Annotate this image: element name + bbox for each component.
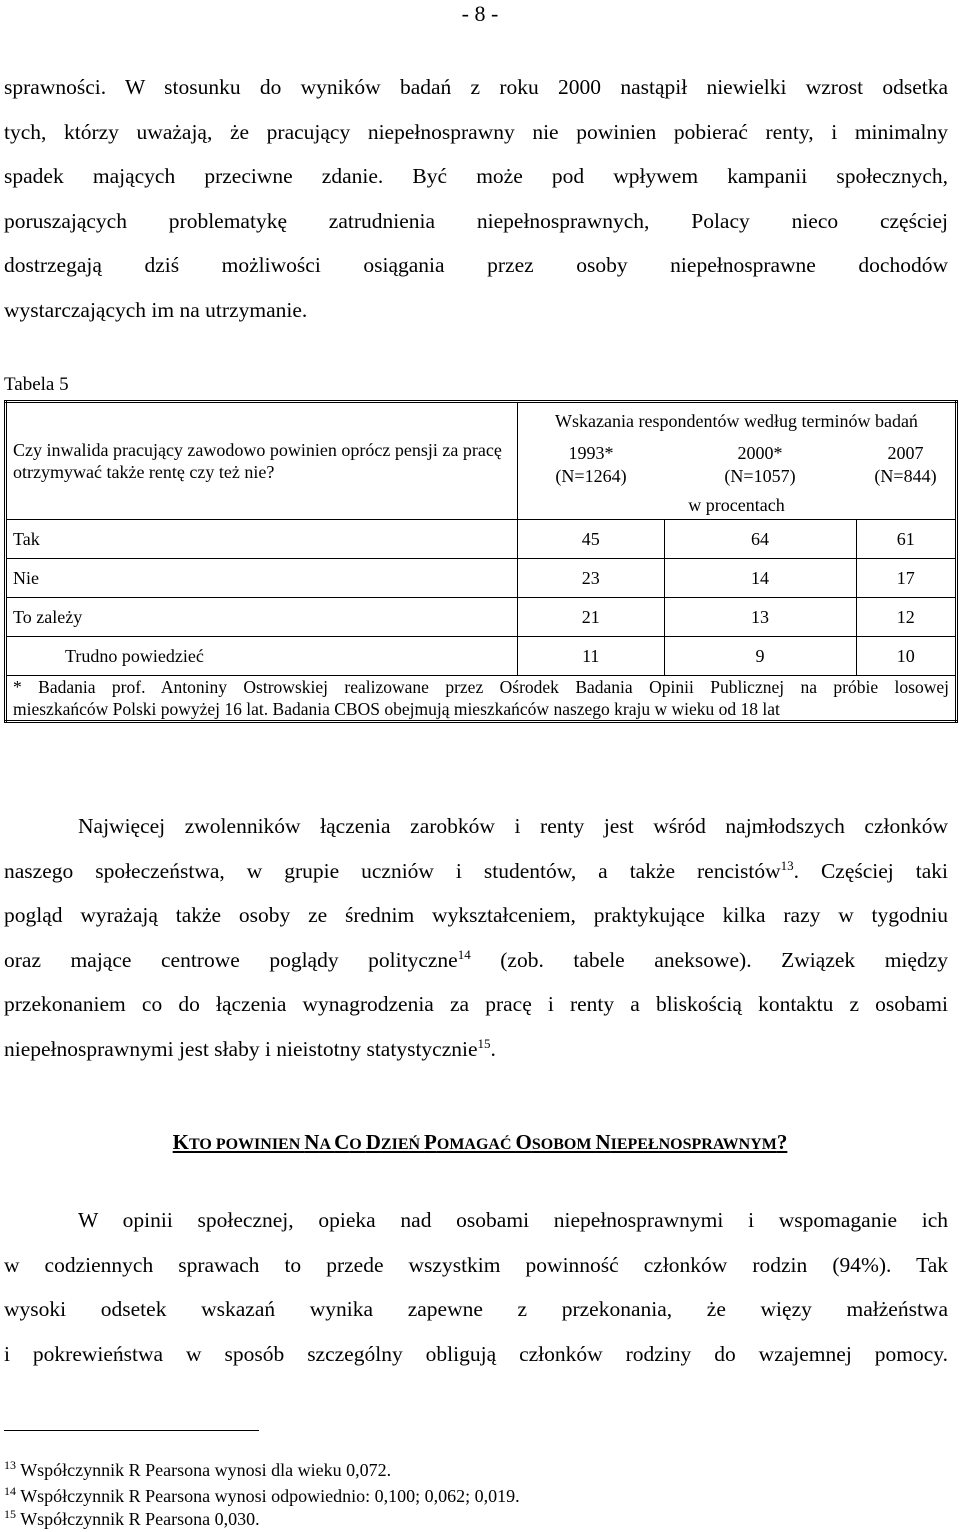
footnote-ref: 13 [780, 857, 794, 873]
text-line: sprawności. W stosunku do wyników badań z roku 2000 nastąpił niewielki wzrost odsetka [4, 75, 948, 99]
heading-fragment: ? [776, 1130, 788, 1154]
table-cell: 45 [518, 520, 665, 559]
survey-table [4, 400, 958, 723]
text-line: W opinii społecznej, opieka nad osobami niepełnosprawnymi i wspomaganie ich [78, 1208, 948, 1232]
text-line: oraz mające centrowe poglądy polityczne$^{14}$ (zob. tabele aneksowe). Związek między [4, 946, 948, 972]
table-cell: 61 [856, 520, 957, 559]
heading-fragment: OMAGAĆ [436, 1136, 516, 1153]
text-line: niepełnosprawnymi jest słaby i nieistotny statystycznie$^{15}$. [4, 1035, 496, 1061]
table-cell: 9 [664, 637, 856, 676]
text-line: pogląd wyrażają także osoby ze średnim wykształceniem, praktykujące kilka razy w tygodniu [4, 903, 948, 927]
paragraph-family-care [4, 1198, 948, 1376]
table-cell: 10 [856, 637, 957, 676]
heading-fragment: K [172, 1130, 189, 1154]
footnote: $^{14}$ Współczynnik R Pearsona wynosi odpowiednio: 0,100; 0,062; 0,019. [4, 1484, 520, 1506]
text-line: Najwięcej zwolenników łączenia zarobków i renty jest wśród najmłodszych członków [78, 814, 948, 838]
table-cell: 14 [664, 559, 856, 598]
table-cell: 11 [518, 637, 665, 676]
footnote-divider [4, 1430, 259, 1431]
page-number: - 8 - [461, 1, 499, 26]
table-caption: Tabela 5 [4, 374, 69, 395]
column-header-2000: 2000* (N=1057) [724, 443, 796, 486]
table-cell: 21 [518, 598, 665, 637]
table-row [6, 559, 957, 598]
table-cell: 13 [664, 598, 856, 637]
heading-fragment: N [304, 1130, 320, 1154]
heading-fragment: SOBOM [531, 1136, 596, 1153]
paragraph-supporters [4, 804, 948, 1071]
heading-fragment: O [349, 1136, 366, 1153]
table-row [6, 520, 957, 559]
paragraph-intro [4, 65, 948, 332]
text-line: naszego społeczeństwa, w grupie uczniów i studentów, a także rencistów$^{13}$. Częściej taki [4, 857, 948, 883]
heading-fragment: N [595, 1130, 611, 1154]
text-line: wystarczających im na utrzymanie. [4, 297, 308, 322]
table-footnote: * Badania prof. Antoniny Ostrowskiej realizowane przez Ośrodek Badania Opinii Publicznej na próbie losowej mieszkańców Polski powyżej 16 lat. Badania CBOS obejmują mieszkańców naszego kraju w wieku od 18 lat [6, 676, 957, 722]
table-cell: 12 [856, 598, 957, 637]
table-cell: 23 [518, 559, 665, 598]
text-line: w codziennych sprawach to przede wszystkim powinność członków rodzin (94%). Tak [4, 1252, 948, 1277]
text-line: wysoki odsetek wskazań wynika zapewne z przekonania, że więzy małżeństwa [4, 1297, 948, 1321]
table-row [6, 598, 957, 637]
heading-fragment: P [424, 1130, 437, 1154]
footnote: $^{13}$ Współczynnik R Pearsona wynosi dla wieku 0,072. [4, 1458, 392, 1480]
heading-fragment: A [319, 1136, 335, 1153]
table-cell: 17 [856, 559, 957, 598]
text-line: dostrzegają dziś możliwości osiągania przez osoby niepełnosprawne dochodów [4, 253, 948, 277]
row-label: Nie [6, 559, 518, 598]
heading-fragment: C [334, 1130, 350, 1154]
heading-fragment: O [515, 1130, 532, 1154]
footnote: $^{15}$ Współczynnik R Pearsona 0,030. [4, 1507, 260, 1529]
table-row [6, 637, 957, 676]
text-line: tych, którzy uważają, że pracujący niepełnosprawny nie powinien pobierać renty, i minimalny [4, 119, 948, 144]
column-header-1993: 1993* (N=1264) [518, 439, 665, 491]
heading-fragment: IEPEŁNOSPRAWNYM [610, 1136, 777, 1153]
row-label: Tak [6, 520, 518, 559]
table-5 [4, 400, 958, 723]
text-line: i pokrewieństwa w sposób szczególny obligują członków rodziny do wzajemnej pomocy. [4, 1341, 948, 1366]
section-heading [0, 1130, 960, 1155]
group-header: Wskazania respondentów według terminów badań [518, 402, 957, 440]
heading-fragment: D [365, 1130, 381, 1154]
question-cell: Czy inwalida pracujący zawodowo powinien oprócz pensji za pracę otrzymywać także rentę czy też nie? [6, 402, 518, 520]
column-header-2007: 2007 (N=844) [856, 439, 957, 491]
text-line: spadek mających przeciwne zdanie. Być może pod wpływem kampanii społecznych, [4, 164, 948, 188]
heading-fragment: ZIEŃ [380, 1136, 425, 1153]
footnote-ref: 14 [457, 946, 471, 962]
row-label: Trudno powiedzieć [6, 637, 518, 676]
footnote-ref: 15 [477, 1035, 491, 1051]
text-line: poruszających problematykę zatrudnienia niepełnosprawnych, Polacy nieco częściej [4, 208, 948, 233]
text-line: przekonaniem co do łączenia wynagrodzenia za pracę i renty a bliskością kontaktu z osobami [4, 992, 948, 1016]
row-label: To zależy [6, 598, 518, 637]
unit-label: w procentach [518, 491, 957, 520]
table-cell: 64 [664, 520, 856, 559]
heading-fragment: TO POWINIEN [189, 1136, 305, 1153]
